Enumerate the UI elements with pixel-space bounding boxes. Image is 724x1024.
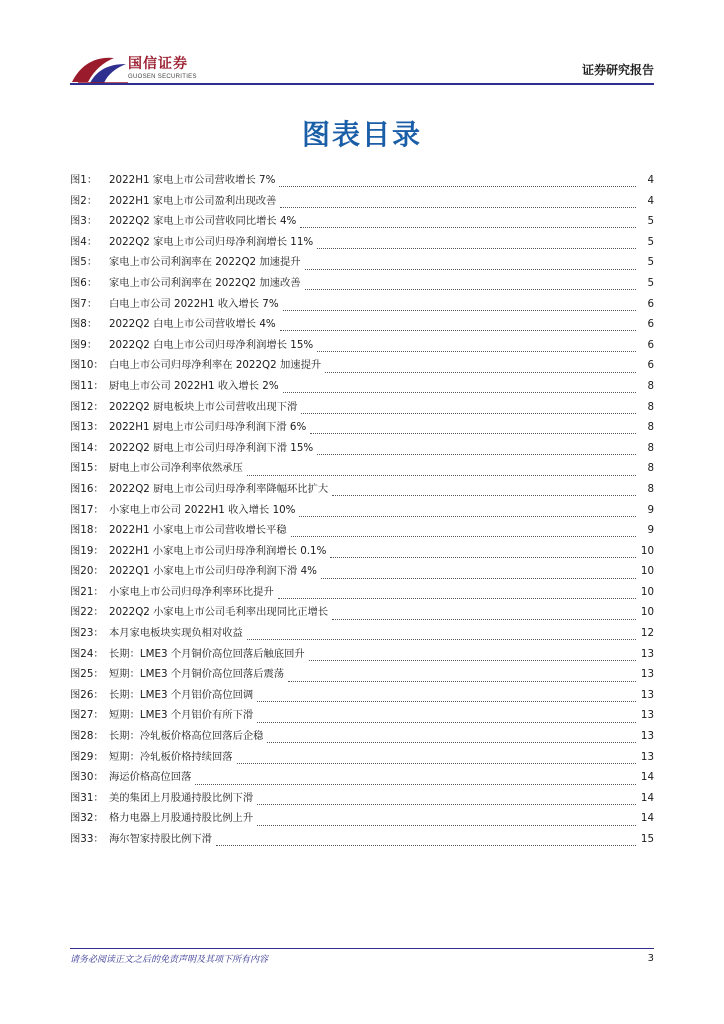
toc-entry-page: 5 [647, 215, 654, 228]
toc-entry-number: 图25： [70, 668, 104, 681]
toc-entry-leader [332, 483, 636, 496]
toc-entry-leader [247, 463, 636, 476]
toc-entry-page: 9 [647, 524, 654, 537]
toc-entry[interactable] [70, 561, 654, 582]
toc-entry-leader [257, 710, 636, 723]
toc-entry[interactable] [70, 520, 654, 541]
toc-entry-page: 6 [647, 359, 654, 372]
toc-entry-leader [216, 833, 636, 846]
toc-entry-page: 10 [640, 565, 654, 578]
toc-entry[interactable] [70, 582, 654, 603]
toc-entry-title: 2022Q2 厨电上市公司归母净利率降幅环比扩大 [109, 482, 329, 495]
toc-entry-leader [267, 730, 636, 743]
toc-entry-page: 8 [647, 400, 654, 413]
brand-name-en: GUOSEN SECURITIES [128, 74, 197, 80]
toc-entry-title: 本月家电板块实现负相对收益 [109, 627, 243, 640]
toc-entry-title: 厨电上市公司 2022H1 收入增长 2% [109, 379, 279, 392]
toc-entry-number: 图32： [70, 812, 104, 825]
toc-entry[interactable] [70, 170, 654, 191]
toc-entry-leader [279, 174, 636, 187]
brand-name-cn: 国信证券 [128, 56, 188, 72]
toc-entry-leader [317, 339, 636, 352]
toc-entry-leader [330, 545, 636, 558]
toc-entry-leader [237, 751, 636, 764]
toc-entry[interactable] [70, 829, 654, 850]
toc-entry-number: 图24： [70, 647, 104, 660]
toc-entry-page: 8 [647, 379, 654, 392]
toc-entry-number: 图5： [70, 256, 98, 269]
toc-entry-title: 2022Q2 家电上市公司营收同比增长 4% [109, 215, 297, 228]
toc-entry-number: 图28： [70, 730, 104, 743]
toc-entry-number: 图31： [70, 791, 104, 804]
toc-entry[interactable] [70, 232, 654, 253]
toc-entry-leader [305, 277, 636, 290]
toc-entry-page: 14 [640, 812, 654, 825]
toc-entry-leader [305, 257, 636, 270]
toc-entry[interactable] [70, 252, 654, 273]
toc-entry-number: 图19： [70, 544, 104, 557]
toc-entry-number: 图26： [70, 688, 104, 701]
toc-entry-number: 图17： [70, 503, 104, 516]
toc-entry-title: 短期：冷轧板价格持续回落 [109, 750, 233, 763]
toc-entry-number: 图29： [70, 750, 104, 763]
toc-entry-page: 6 [647, 338, 654, 351]
toc-entry-number: 图2： [70, 194, 98, 207]
toc-entry-title: 2022H1 家电上市公司盈利出现改善 [109, 194, 277, 207]
toc-entry-leader [310, 421, 636, 434]
toc-entry-page: 8 [647, 441, 654, 454]
toc-entry-leader [317, 442, 636, 455]
toc-entry[interactable] [70, 438, 654, 459]
toc-entry-title: 2022Q2 家电上市公司归母净利润增长 11% [109, 235, 314, 248]
toc-entry[interactable] [70, 788, 654, 809]
toc-entry-title: 海尔智家持股比例下滑 [109, 833, 212, 845]
toc-entry-number: 图23： [70, 627, 104, 640]
toc-entry-page: 13 [640, 709, 654, 722]
toc-entry-number: 图14： [70, 441, 104, 454]
toc-entry[interactable] [70, 726, 654, 747]
toc-entry[interactable] [70, 808, 654, 829]
toc-entry[interactable] [70, 376, 654, 397]
toc-entry-page: 13 [640, 668, 654, 681]
toc-entry-number: 图7： [70, 297, 98, 310]
toc-entry-title: 2022Q2 白电上市公司归母净利润增长 15% [109, 338, 314, 351]
toc-entry-leader [291, 524, 636, 537]
toc-entry[interactable] [70, 355, 654, 376]
toc-entry-leader [301, 401, 636, 414]
toc-entry-leader [309, 648, 636, 661]
toc-entry-title: 小家电上市公司 2022H1 收入增长 10% [109, 503, 296, 516]
toc-entry-page: 15 [640, 833, 654, 845]
toc-entry-page: 8 [647, 462, 654, 475]
toc-entry-page: 5 [647, 235, 654, 248]
footer-divider [70, 948, 654, 949]
toc-entry-page: 8 [647, 482, 654, 495]
toc-entry-title: 白电上市公司归母净利率在 2022Q2 加速提升 [109, 359, 322, 372]
toc-entry-number: 图16： [70, 482, 104, 495]
toc-entry-leader [280, 318, 636, 331]
toc-entry[interactable] [70, 602, 654, 623]
toc-entry[interactable] [70, 417, 654, 438]
toc-entry-leader [321, 566, 636, 579]
toc-entry-page: 10 [640, 544, 654, 557]
toc-entry-leader [195, 772, 636, 785]
toc-entry[interactable] [70, 479, 654, 500]
toc-entry[interactable] [70, 767, 654, 788]
header-divider [70, 83, 654, 85]
disclaimer-text: 请务必阅读正文之后的免责声明及其项下所有内容 [70, 955, 269, 965]
toc-title: 图表目录 [301, 118, 422, 151]
toc-entry-number: 图11： [70, 379, 104, 392]
toc-entry-page: 6 [647, 318, 654, 331]
toc-entry-leader [300, 215, 636, 228]
toc-entry[interactable] [70, 623, 654, 644]
toc-entry-page: 6 [647, 297, 654, 310]
brand-name [128, 56, 197, 80]
toc-entry-page: 4 [647, 174, 654, 186]
toc-entry-leader [247, 627, 636, 640]
toc-entry-number: 图15： [70, 462, 104, 475]
toc-entry-number: 图20： [70, 565, 104, 578]
toc-entry-number: 图10： [70, 359, 104, 372]
toc-entry[interactable] [70, 335, 654, 356]
toc-entry-leader [325, 360, 636, 373]
toc-entry-page: 5 [647, 276, 654, 289]
toc-entry-page: 4 [647, 194, 654, 207]
toc-entry[interactable] [70, 644, 654, 665]
toc-entry-leader [283, 380, 636, 393]
toc-entry-number: 图33： [70, 833, 104, 845]
toc-entry-title: 2022Q1 小家电上市公司归母净利润下滑 4% [109, 565, 317, 578]
toc-entry-number: 图18： [70, 524, 104, 537]
toc-entry-title: 美的集团上月股通持股比例下滑 [109, 791, 254, 804]
toc-entry-page: 13 [640, 647, 654, 660]
toc-entry[interactable] [70, 191, 654, 212]
toc-entry-title: 格力电器上月股通持股比例上升 [109, 812, 254, 825]
toc-entry-title: 2022H1 小家电上市公司归母净利润增长 0.1% [109, 544, 327, 557]
toc-entry[interactable] [70, 397, 654, 418]
toc-entry-page: 12 [640, 627, 654, 640]
toc-entry-page: 5 [647, 256, 654, 269]
toc-entry-title: 海运价格高位回落 [109, 771, 192, 784]
toc-entry-title: 长期：LME3 个月铝价高位回调 [109, 688, 254, 701]
toc-entry-title: 2022Q2 白电上市公司营收增长 4% [109, 318, 276, 331]
toc-entry-title: 2022H1 家电上市公司营收增长 7% [109, 174, 276, 186]
toc-entry-number: 图9： [70, 338, 98, 351]
toc-entry-page: 13 [640, 750, 654, 763]
toc-entry-title: 白电上市公司 2022H1 收入增长 7% [109, 297, 279, 310]
toc-entry[interactable] [70, 500, 654, 521]
toc-entry-title: 短期：LME3 个月铝价有所下滑 [109, 709, 254, 722]
toc-entry[interactable] [70, 747, 654, 768]
toc-entry-number: 图22： [70, 606, 104, 619]
toc-entry[interactable] [70, 294, 654, 315]
toc-entry-page: 14 [640, 771, 654, 784]
toc-entry-title: 2022Q2 厨电板块上市公司营收出现下滑 [109, 400, 298, 413]
toc-entry-page: 13 [640, 688, 654, 701]
toc-entry-page: 9 [647, 503, 654, 516]
figure-list [70, 170, 654, 850]
toc-entry-title: 长期：冷轧板价格高位回落后企稳 [109, 730, 264, 743]
toc-entry[interactable] [70, 705, 654, 726]
toc-entry-number: 图4： [70, 235, 98, 248]
toc-entry-page: 8 [647, 421, 654, 434]
toc-entry-title: 2022H1 小家电上市公司营收增长平稳 [109, 524, 287, 537]
toc-entry-title: 厨电上市公司净利率依然承压 [109, 462, 243, 475]
guosen-logo-icon [70, 52, 130, 86]
toc-entry[interactable] [70, 664, 654, 685]
toc-entry-number: 图3： [70, 215, 98, 228]
toc-entry-page: 10 [640, 606, 654, 619]
toc-entry-leader [257, 813, 636, 826]
toc-entry-leader [283, 298, 636, 311]
toc-entry-title: 2022Q2 小家电上市公司毛利率出现同比正增长 [109, 606, 329, 619]
page-header [0, 0, 724, 90]
toc-entry-number: 图6： [70, 276, 98, 289]
toc-entry-number: 图30： [70, 771, 104, 784]
toc-entry-number: 图21： [70, 585, 104, 598]
toc-entry-leader [332, 607, 636, 620]
toc-entry-leader [288, 669, 636, 682]
toc-entry-title: 长期：LME3 个月铜价高位回落后触底回升 [109, 647, 305, 660]
toc-entry-number: 图12： [70, 400, 104, 413]
toc-entry-number: 图13： [70, 421, 104, 434]
toc-entry-number: 图1： [70, 174, 98, 186]
toc-entry[interactable] [70, 458, 654, 479]
toc-entry-page: 14 [640, 791, 654, 804]
toc-entry-title: 2022Q2 厨电上市公司归母净利润下滑 15% [109, 441, 314, 454]
page-number: 3 [647, 953, 654, 964]
toc-entry-leader [257, 689, 636, 702]
toc-entry[interactable] [70, 685, 654, 706]
toc-entry-page: 10 [640, 585, 654, 598]
toc-entry-title: 小家电上市公司归母净利率环比提升 [109, 585, 274, 598]
toc-entry[interactable] [70, 541, 654, 562]
toc-entry-number: 图8： [70, 318, 98, 331]
toc-entry-title: 家电上市公司利润率在 2022Q2 加速提升 [109, 256, 301, 269]
toc-entry[interactable] [70, 273, 654, 294]
toc-entry-leader [257, 792, 636, 805]
toc-entry[interactable] [70, 314, 654, 335]
toc-entry[interactable] [70, 211, 654, 232]
toc-entry-leader [299, 504, 636, 517]
toc-entry-title: 家电上市公司利润率在 2022Q2 加速改善 [109, 276, 301, 289]
report-type-label: 证券研究报告 [581, 63, 654, 77]
toc-entry-leader [278, 586, 636, 599]
toc-entry-leader [280, 195, 636, 208]
toc-entry-title: 短期：LME3 个月铜价高位回落后震荡 [109, 668, 285, 681]
toc-entry-leader [317, 236, 636, 249]
toc-entry-page: 13 [640, 730, 654, 743]
toc-entry-number: 图27： [70, 709, 104, 722]
toc-entry-title: 2022H1 厨电上市公司归母净利润下滑 6% [109, 421, 307, 434]
